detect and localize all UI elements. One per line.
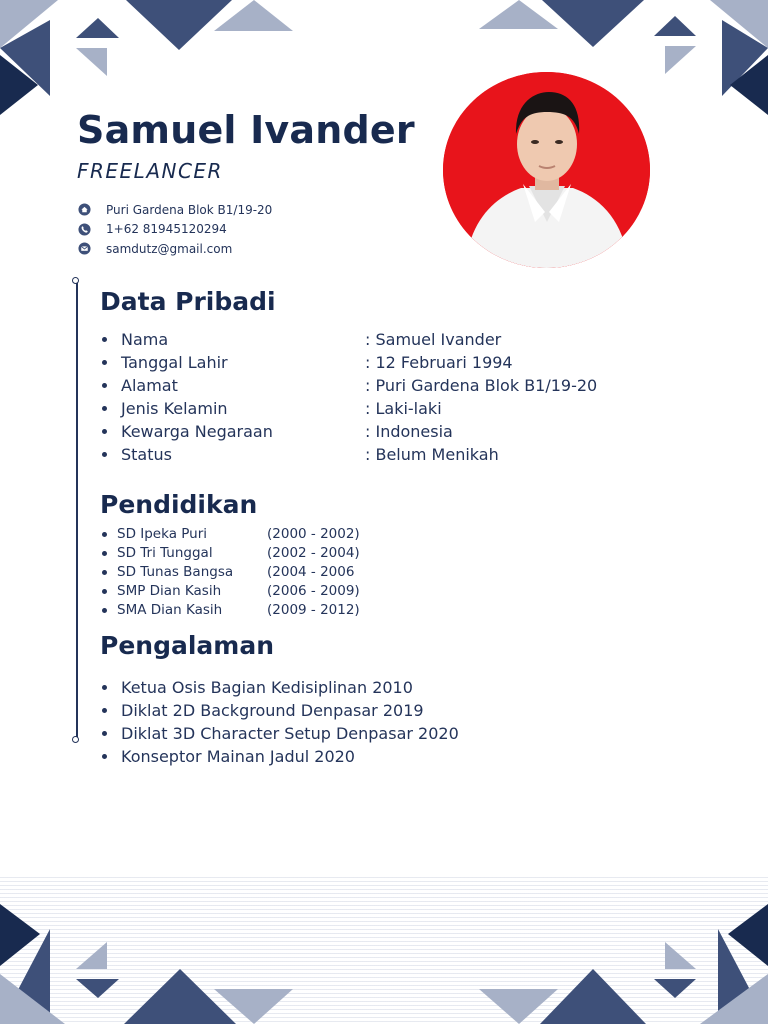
email-text: samdutz@gmail.com [106, 241, 233, 256]
timeline-dot-top [72, 277, 79, 284]
education-row: SMA Dian Kasih (2009 - 2012) [100, 601, 233, 620]
experience-item: Diklat 3D Character Setup Denpasar 2020 [100, 722, 459, 745]
experience-item: Diklat 2D Background Denpasar 2019 [100, 699, 459, 722]
profile-photo [443, 72, 650, 268]
personal-row: Jenis Kelamin : Laki-laki [100, 397, 273, 420]
phone-icon [77, 222, 91, 236]
education-row: SD Ipeka Puri (2000 - 2002) [100, 525, 233, 544]
address-text: Puri Gardena Blok B1/19-20 [106, 202, 273, 217]
education-row: SMP Dian Kasih (2006 - 2009) [100, 582, 233, 601]
mail-icon [77, 242, 91, 256]
portrait-illustration [443, 72, 650, 268]
education-row: SD Tri Tunggal (2002 - 2004) [100, 544, 233, 563]
candidate-name: Samuel Ivander [77, 108, 415, 152]
home-icon [77, 203, 91, 217]
bottom-triangle-decoration [0, 874, 768, 1024]
personal-row: Nama : Samuel Ivander [100, 328, 273, 351]
personal-row: Status : Belum Menikah [100, 443, 273, 466]
personal-row: Kewarga Negaraan : Indonesia [100, 420, 273, 443]
section-title-experience: Pengalaman [100, 631, 274, 660]
phone-text: 1+62 81945120294 [106, 222, 227, 237]
top-triangle-decoration [0, 0, 768, 120]
personal-data-list [100, 328, 598, 466]
contact-list [77, 200, 272, 259]
contact-phone [77, 220, 272, 240]
personal-row: Alamat : Puri Gardena Blok B1/19-20 [100, 374, 273, 397]
experience-item: Ketua Osis Bagian Kedisiplinan 2010 [100, 676, 459, 699]
experience-item: Konseptor Mainan Jadul 2020 [100, 745, 459, 768]
contact-email [77, 239, 272, 259]
timeline-line [76, 282, 78, 739]
contact-address [77, 200, 272, 220]
education-row: SD Tunas Bangsa (2004 - 2006 [100, 563, 233, 582]
job-title: FREELANCER [77, 159, 223, 183]
personal-row: Tanggal Lahir : 12 Februari 1994 [100, 351, 273, 374]
education-list [100, 525, 360, 620]
experience-list [100, 676, 459, 768]
section-title-personal: Data Pribadi [100, 287, 276, 316]
timeline-dot-bottom [72, 736, 79, 743]
section-title-education: Pendidikan [100, 490, 258, 519]
